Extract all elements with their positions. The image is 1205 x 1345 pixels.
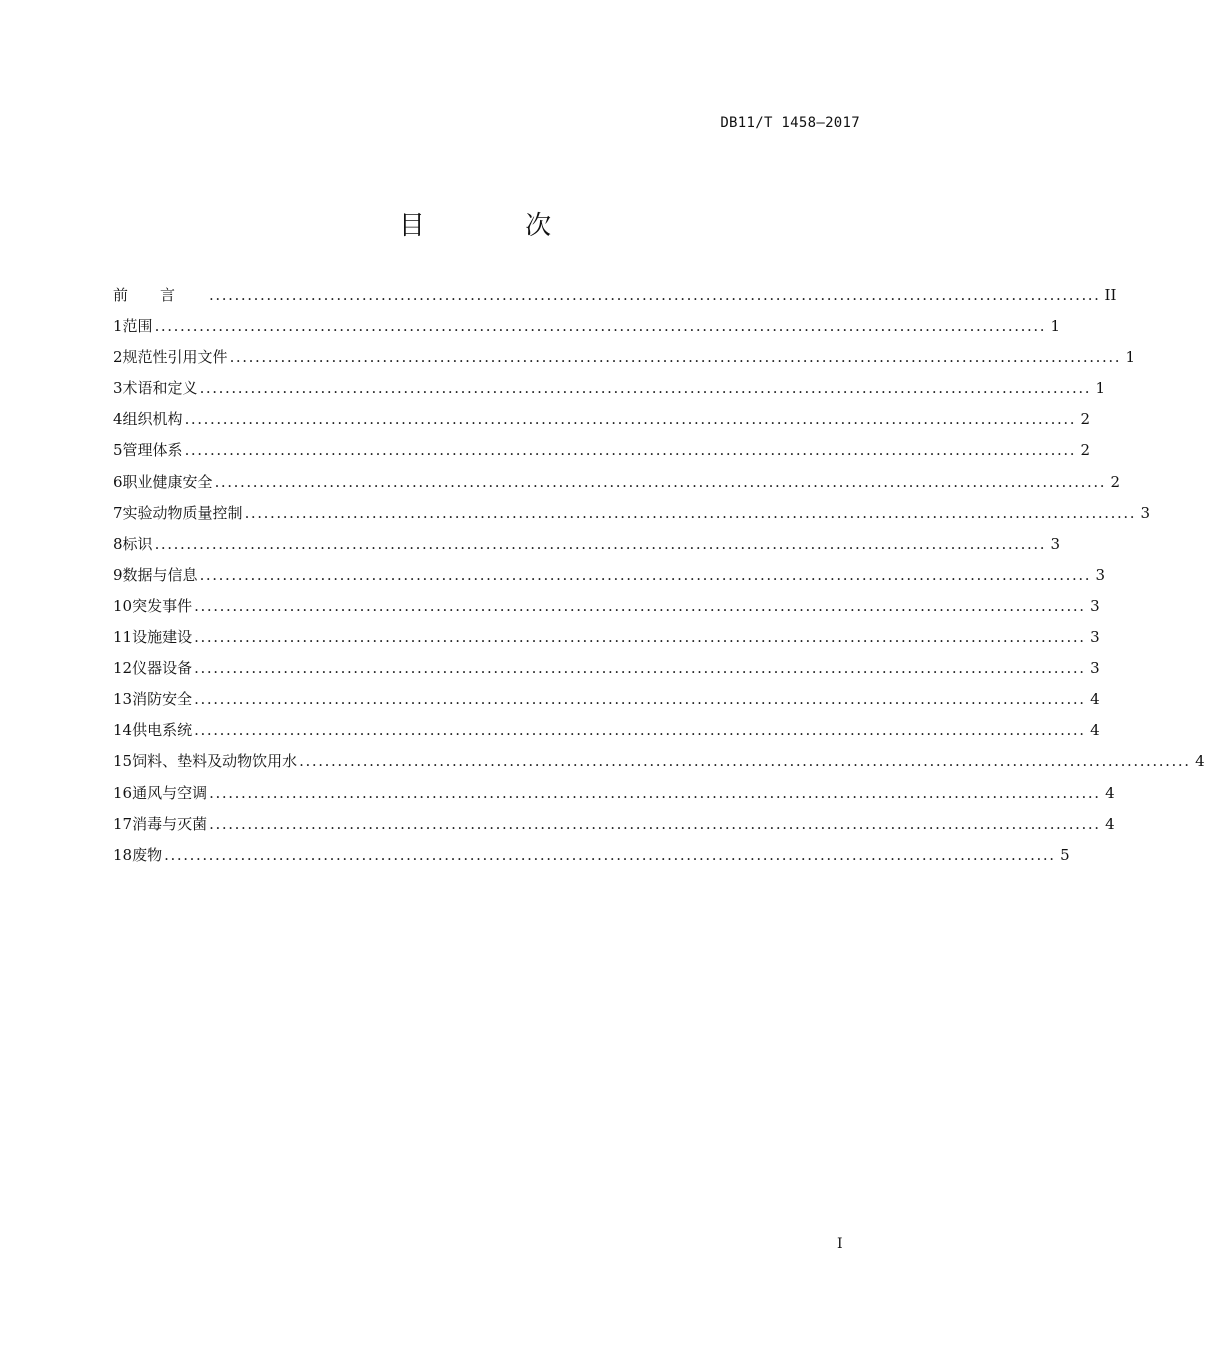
toc-entry-label[interactable]: 职业健康安全 [122, 472, 213, 491]
toc-entry-page: 3 [1090, 596, 1100, 615]
toc-entry-page: 4 [1195, 752, 1205, 771]
toc-entry[interactable] [113, 782, 1115, 813]
toc-entry-label[interactable]: 术语和定义 [122, 379, 198, 398]
toc-entry-number: 13 [113, 690, 133, 709]
toc-entry[interactable] [113, 688, 1100, 719]
toc-entry-number: 11 [113, 628, 133, 647]
dot-leader: ............................................................................................................................................ [194, 690, 1086, 709]
dot-leader: ............................................................................................................................................ [209, 783, 1101, 802]
toc-entry[interactable] [113, 657, 1100, 688]
toc-entry[interactable] [113, 502, 1151, 533]
toc-entry-page: 3 [1140, 503, 1151, 522]
toc-entry[interactable] [113, 439, 1091, 470]
dot-leader: ............................................................................................................................................ [194, 628, 1086, 647]
toc-entry[interactable] [113, 844, 1070, 875]
toc-entry-page: 3 [1090, 659, 1100, 678]
dot-leader: ............................................................................................................................................ [229, 348, 1122, 367]
toc-entry-label[interactable]: 标识 [122, 534, 153, 553]
toc-entry-number: 7 [113, 503, 123, 522]
toc-entry-page: 4 [1105, 783, 1115, 802]
toc-entry-number: 17 [113, 814, 133, 833]
toc-entry[interactable] [113, 315, 1061, 346]
toc-entry-page: 4 [1090, 721, 1100, 740]
toc-entry-label[interactable]: 范围 [122, 317, 153, 336]
toc-entry-label[interactable]: 消防安全 [132, 690, 193, 709]
toc-entry-page: 1 [1095, 379, 1106, 398]
dot-leader: ............................................................................................................................................ [199, 565, 1092, 584]
toc-entry[interactable] [113, 595, 1100, 626]
dot-leader: ............................................................................................................................................ [299, 752, 1191, 771]
toc-entry-number: 2 [113, 348, 123, 367]
toc-entry-number: 15 [113, 752, 133, 771]
toc-entry-page: 3 [1050, 534, 1061, 553]
toc-entry-label[interactable]: 突发事件 [132, 596, 193, 615]
toc-entry-page: 3 [1095, 565, 1106, 584]
toc-entry-number: 4 [113, 410, 123, 429]
toc-entry-label[interactable]: 前言 [113, 286, 208, 304]
toc-entry-label[interactable]: 设施建设 [132, 628, 193, 647]
toc-entry-number: 16 [113, 783, 133, 802]
toc-entry-number: 8 [113, 534, 123, 553]
toc-entry[interactable] [113, 377, 1106, 408]
dot-leader: ............................................................................................................................................ [194, 596, 1086, 615]
toc-entry[interactable] [113, 346, 1136, 377]
toc-entry-label[interactable]: 供电系统 [132, 721, 193, 740]
toc-entry-label[interactable]: 组织机构 [122, 410, 183, 429]
toc-entry-label[interactable]: 饲料、垫料及动物饮用水 [132, 752, 298, 771]
dot-leader: ............................................................................................................................................ [214, 472, 1107, 491]
toc-entry-label[interactable]: 仪器设备 [132, 659, 193, 678]
dot-leader: ............................................................................................................................................ [194, 721, 1086, 740]
toc-entry-page: 1 [1050, 317, 1061, 336]
dot-leader: ............................................................................................................................................ [209, 814, 1101, 833]
toc-entry[interactable] [113, 408, 1091, 439]
table-of-contents [113, 284, 1205, 875]
toc-entry-page: 2 [1080, 410, 1091, 429]
dot-leader: ............................................................................................................................................ [244, 503, 1137, 522]
toc-entry-number: 1 [113, 317, 123, 336]
toc-entry-page: 3 [1090, 628, 1100, 647]
toc-entry-page: 1 [1125, 348, 1136, 367]
toc-entry-page: 2 [1110, 472, 1121, 491]
toc-entry-page: 4 [1105, 814, 1115, 833]
standard-code: DB11/T 1458—2017 [720, 115, 860, 131]
toc-entry-label[interactable]: 规范性引用文件 [122, 348, 228, 367]
toc-entry-number: 3 [113, 379, 123, 398]
toc-entry-label[interactable]: 管理体系 [122, 441, 183, 460]
page-title: 目 次 [398, 211, 598, 241]
toc-entry[interactable] [113, 471, 1121, 502]
toc-entry-page: 5 [1060, 845, 1070, 864]
toc-entry-label[interactable]: 数据与信息 [122, 565, 198, 584]
toc-entry-page: 4 [1090, 690, 1100, 709]
dot-leader: ............................................................................................................................................ [184, 410, 1077, 429]
toc-entry[interactable] [113, 626, 1100, 657]
toc-entry-page: II [1104, 286, 1117, 304]
toc-entry-label[interactable]: 实验动物质量控制 [122, 503, 243, 522]
toc-entry-number: 10 [113, 596, 133, 615]
dot-leader: ............................................................................................................................................ [154, 534, 1047, 553]
toc-entry-number: 12 [113, 659, 133, 678]
toc-entry-number: 14 [113, 721, 133, 740]
dot-leader: ............................................................................................................................................ [199, 379, 1092, 398]
toc-entry[interactable] [113, 750, 1205, 781]
toc-entry-label[interactable]: 通风与空调 [132, 783, 208, 802]
toc-entry[interactable] [113, 813, 1115, 844]
dot-leader: ............................................................................................................................................ [209, 286, 1101, 304]
toc-entry-number: 9 [113, 565, 123, 584]
dot-leader: ............................................................................................................................................ [154, 317, 1047, 336]
footer-page-number: I [837, 1236, 843, 1252]
dot-leader: ............................................................................................................................................ [184, 441, 1077, 460]
toc-entry[interactable] [113, 533, 1061, 564]
toc-entry-label[interactable]: 消毒与灭菌 [132, 814, 208, 833]
toc-entry-label[interactable]: 废物 [132, 845, 163, 864]
toc-entry-number: 6 [113, 472, 123, 491]
toc-entry[interactable] [113, 284, 1117, 315]
dot-leader: ............................................................................................................................................ [164, 845, 1056, 864]
dot-leader: ............................................................................................................................................ [194, 659, 1086, 678]
toc-entry-number: 18 [113, 845, 133, 864]
toc-entry[interactable] [113, 719, 1100, 750]
toc-entry-number: 5 [113, 441, 123, 460]
toc-entry-page: 2 [1080, 441, 1091, 460]
toc-entry[interactable] [113, 564, 1106, 595]
